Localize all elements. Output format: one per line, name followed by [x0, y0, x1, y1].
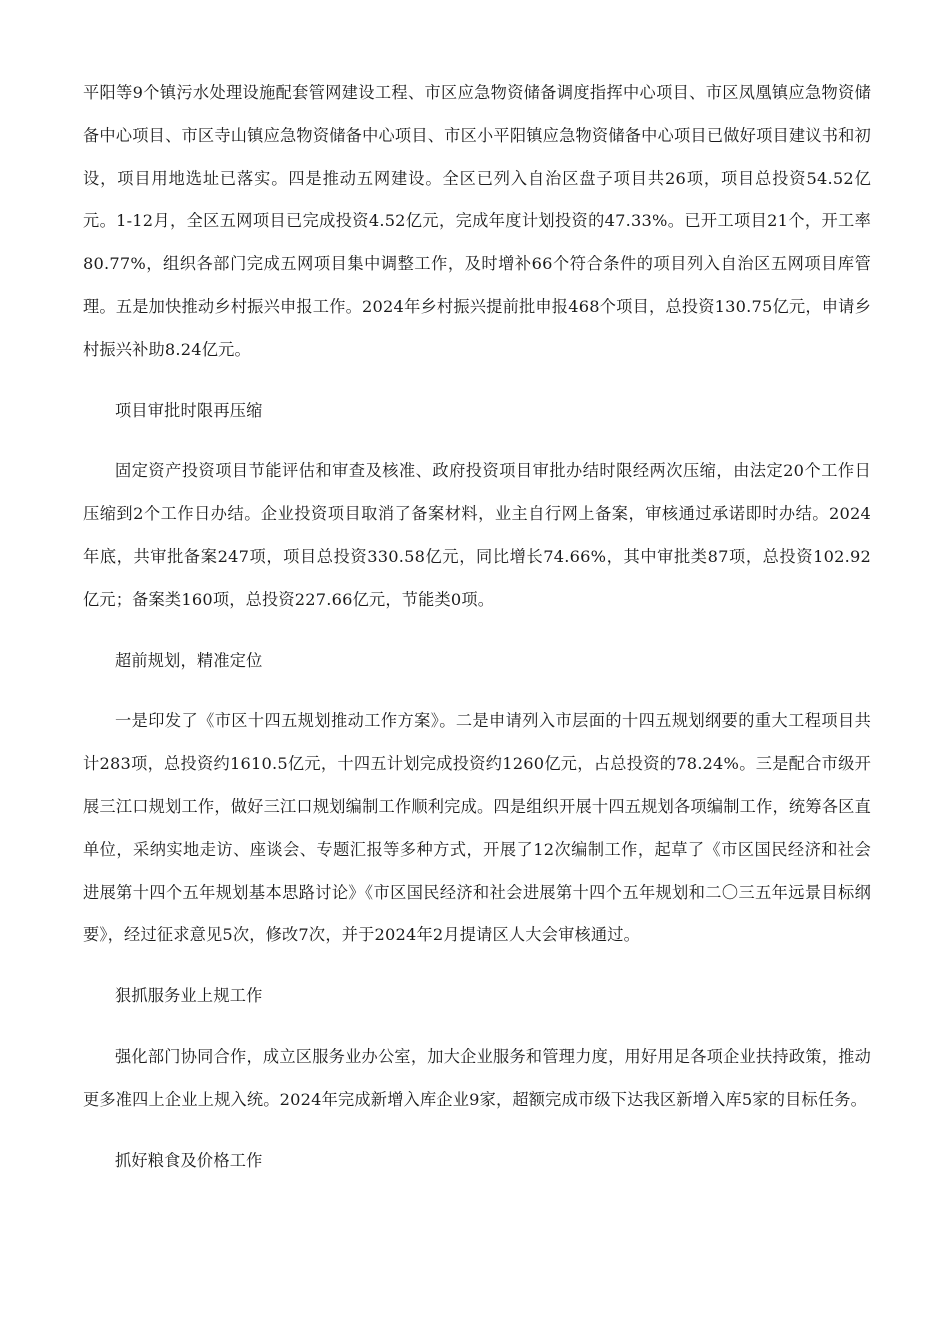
- paragraph-services: 强化部门协同合作，成立区服务业办公室，加大企业服务和管理力度，用好用足各项企业扶持政策，推动更多准四上企业上规入统。2024年完成新增入库企业9家，超额完成市级下达我区新增入库5家的目标任务。: [83, 1046, 871, 1109]
- paragraph-projects-continued: 平阳等9个镇污水处理设施配套管网建设工程、市区应急物资储备调度指挥中心项目、市区凤凰镇应急物资储备中心项目、市区寺山镇应急物资储备中心项目、市区小平阳镇应急物资储备中心项目已做好项目建议书和初设，项目用地选址已落实。四是推动五网建设。全区已列入自治区盘子项目共26项，项目总投资54.52亿元。1-12月，全区五网项目已完成投资4.52亿元，完成年度计划投资的47.33%。已开工项目21个，开工率80.77%，组织各部门完成五网项目集中调整工作，及时增补66个符合条件的项目列入自治区五网项目库管理。五是加快推动乡村振兴申报工作。2024年乡村振兴提前批申报468个项目，总投资130.75亿元，申请乡村振兴补助8.24亿元。: [83, 83, 871, 359]
- spacer: [83, 957, 871, 975]
- section-heading-services: 狠抓服务业上规工作: [115, 986, 263, 1006]
- spacer: [83, 1018, 871, 1036]
- paragraph-planning: 一是印发了《市区十四五规划推动工作方案》。二是申请列入市层面的十四五规划纲要的重大工程项目共计283项，总投资约1610.5亿元，十四五计划完成投资约1260亿元，占总投资的78.24%。三是配合市级开展三江口规划工作，做好三江口规划编制工作顺利完成。四是组织开展十四五规划各项编制工作，统筹各区直单位，采纳实地走访、座谈会、专题汇报等多种方式，开展了12次编制工作，起草了《市区国民经济和社会进展第十四个五年规划基本思路讨论》《市区国民经济和社会进展第十四个五年规划和二〇三五年远景目标纲要》，经过征求意见5次，修改7次，并于2024年2月提请区人大会审核通过。: [83, 711, 871, 945]
- document-page: [83, 72, 871, 1182]
- section-heading-grain-price: 抓好粮食及价格工作: [115, 1150, 263, 1170]
- paragraph-approval: 固定资产投资项目节能评估和审查及核准、政府投资项目审批办结时限经两次压缩，由法定20个工作日压缩到2个工作日办结。企业投资项目取消了备案材料，业主自行网上备案，审核通过承诺即时办结。2024年底，共审批备案247项，项目总投资330.58亿元，同比增长74.66%，其中审批类87项，总投资102.92亿元；备案类160项，总投资227.66亿元，节能类0项。: [83, 461, 871, 609]
- spacer: [83, 1122, 871, 1140]
- spacer: [83, 372, 871, 390]
- spacer: [83, 622, 871, 640]
- section-heading-approval: 项目审批时限再压缩: [115, 400, 263, 420]
- section-heading-planning: 超前规划，精准定位: [115, 650, 263, 670]
- spacer: [83, 682, 871, 700]
- spacer: [83, 432, 871, 450]
